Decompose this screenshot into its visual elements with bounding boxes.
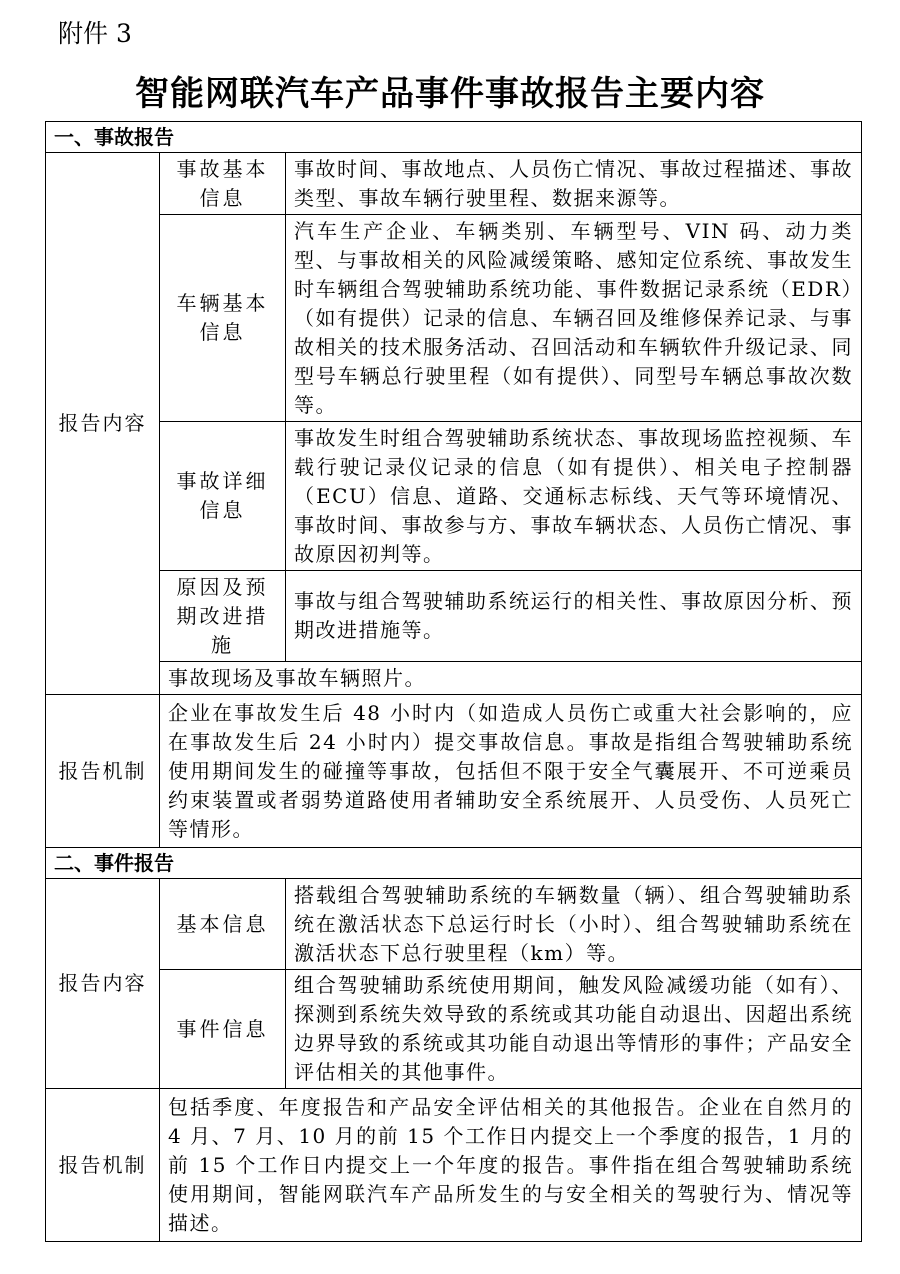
- row-label-accident-detail: 事故详细信息: [160, 422, 286, 571]
- row-text-photos: 事故现场及事故车辆照片。: [160, 662, 862, 695]
- row-text-cause-improvement: 事故与组合驾驶辅助系统运行的相关性、事故原因分析、预期改进措施等。: [286, 571, 862, 662]
- table-row: [46, 662, 862, 695]
- row-label-event-basic: 基本信息: [160, 879, 286, 970]
- row-text-accident-detail: 事故发生时组合驾驶辅助系统状态、事故现场监控视频、车载行驶记录仪记录的信息（如有提供）、相关电子控制器（ECU）信息、道路、交通标志标线、天气等环境情况、事故时间、事故参与方、事故车辆状态、人员伤亡情况、事故原因初判等。: [286, 422, 862, 571]
- section-1-mechanism-label: 报告机制: [46, 695, 160, 848]
- attachment-label: 附件 3: [58, 19, 132, 48]
- section-1-mechanism-text: 企业在事故发生后 48 小时内（如造成人员伤亡或重大社会影响的，应在事故发生后 24 小时内）提交事故信息。事故是指组合驾驶辅助系统使用期间发生的碰撞等事故，包括但不限于安全气囊展开、不可逆乘员约束装置或者弱势道路使用者辅助安全系统展开、人员受伤、人员死亡等情形。: [160, 695, 862, 848]
- table-row: [46, 422, 862, 571]
- document-title: 智能网联汽车产品事件事故报告主要内容: [135, 74, 765, 114]
- row-text-accident-basic: 事故时间、事故地点、人员伤亡情况、事故过程描述、事故类型、事故车辆行驶里程、数据来源等。: [286, 153, 862, 215]
- table-row: [46, 1089, 862, 1242]
- section-2-mechanism-label: 报告机制: [46, 1089, 160, 1242]
- section-2-heading: 二、事件报告: [46, 848, 862, 879]
- table-row: [46, 153, 862, 215]
- row-text-vehicle-basic: 汽车生产企业、车辆类别、车辆型号、VIN 码、动力类型、与事故相关的风险减缓策略、感知定位系统、事故发生时车辆组合驾驶辅助系统功能、事件数据记录系统（EDR）（如有提供）记录的信息、车辆召回及维修保养记录、与事故相关的技术服务活动、召回活动和车辆软件升级记录、同型号车辆总行驶里程（如有提供）、同型号车辆总事故次数等。: [286, 215, 862, 422]
- table-row: [46, 879, 862, 970]
- section-1-heading: 一、事故报告: [46, 122, 862, 153]
- section-2-heading-row: [46, 848, 862, 879]
- row-label-accident-basic: 事故基本信息: [160, 153, 286, 215]
- row-label-event-info: 事件信息: [160, 970, 286, 1089]
- table-row: [46, 571, 862, 662]
- section-2-mechanism-text: 包括季度、年度报告和产品安全评估相关的其他报告。企业在自然月的 4 月、7 月、10 月的前 15 个工作日内提交上一个季度的报告，1 月的前 15 个工作日内提交上一个年度的报告。事件指在组合驾驶辅助系统使用期间，智能网联汽车产品所发生的与安全相关的驾驶行为、情况等描述。: [160, 1089, 862, 1242]
- row-label-cause-improvement: 原因及预期改进措施: [160, 571, 286, 662]
- row-text-event-info: 组合驾驶辅助系统使用期间，触发风险减缓功能（如有）、探测到系统失效导致的系统或其功能自动退出、因超出系统边界导致的系统或其功能自动退出等情形的事件；产品安全评估相关的其他事件。: [286, 970, 862, 1089]
- table-row: [46, 695, 862, 848]
- table-row: [46, 215, 862, 422]
- section-1-heading-row: [46, 122, 862, 153]
- report-content-table: [45, 121, 862, 1242]
- row-text-event-basic: 搭载组合驾驶辅助系统的车辆数量（辆）、组合驾驶辅助系统在激活状态下总运行时长（小时）、组合驾驶辅助系统在激活状态下总行驶里程（km）等。: [286, 879, 862, 970]
- section-2-content-label: 报告内容: [46, 879, 160, 1089]
- table-row: [46, 970, 862, 1089]
- section-1-content-label: 报告内容: [46, 153, 160, 695]
- row-label-vehicle-basic: 车辆基本信息: [160, 215, 286, 422]
